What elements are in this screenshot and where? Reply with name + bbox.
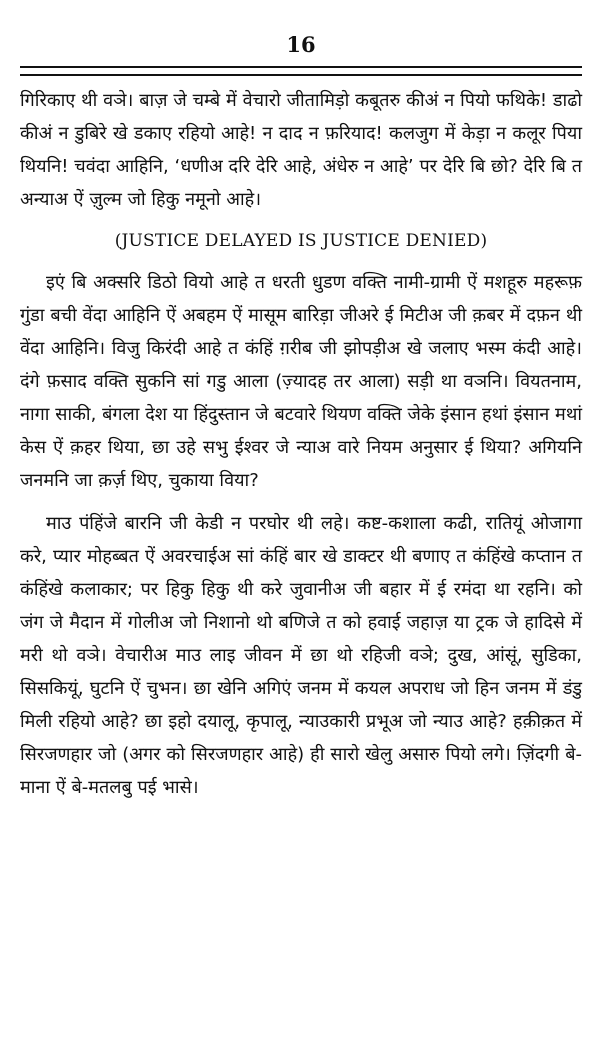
paragraph-3: माउ पंहिंजे बारनि जी केडी न परघोर थी लहे। कष्ट-कशाला कढी, रातियूं ओजागा करे, प्यार मोहब्बत ऐं अवरचाईअ सां कंहिं बार खे डाक्टर थी बणाए त कंहिंखे कप्तान त कंहिंखे कलाकार; पर हिकु हिकु थी करे जुवानीअ जी बहार में ई रमंदा था रहनि। को जंग जे मैदान में गोलीअ जो निशानो थो बणिजे त को हवाई जहाज़ या ट्रक जे हादिसे में मरी थो वञे। वेचारीअ माउ लाइ जीवन में छा थो रहिजी वञे; दुख, आंसूं, सुडिका, सिसकियूं, घुटनि ऐं चुभन। छा खेनि अगिएं जनम में कयल अपराध जो हिन जनम में डंडु मिली रहियो आहे? छा इहो दयालू, कृपालू, न्याउकारी प्रभूअ जो न्याउ आहे? हक़ीक़त में सिरजणहार जो (अगर को सिरजणहार आहे) ही सारो खेलु असारु पियो लगे। ज़िंदगी बे-माना ऐं बे-मतलबु पई भासे।: [20, 513, 582, 798]
paragraph-1: गिरिकाए थी वञे। बाज़ जे चम्बे में वेचारो जीतामिड़ो कबूतरु कीअं न पियो फथिके! डाढो कीअं न डुबिरे खे डकाए रहियो आहे! न दाद न फ़रियाद! कलजुग में केड़ा न कलूर पिया थियनि! चवंदा आहिनि, ‘धणीअ दरि देरि आहे, अंधेरु न आहे’ पर देरि बि छो? देरि बि त अन्याअ ऐं ज़ुल्म जो हिकु नमूनो आहे।: [20, 90, 582, 210]
section-heading: (JUSTICE DELAYED IS JUSTICE DENIED): [114, 231, 488, 251]
page-number: 16: [286, 32, 316, 57]
paragraph-2: इएं बि अक्सरि डिठो वियो आहे त धरती धुडण वक्ति नामी-ग्रामी ऐं मशहूरु महरूफ़ गुंडा बची वेंदा आहिनि ऐं अबहम ऐं मासूम बारिड़ा जीअरे ई मिटीअ जी क़बर में दफ़न थी वेंदा आहिनि। विजु किरंदी आहे त कंहिं ग़रीब जी झोपड़ीअ खे जलाए भस्म कंदी आहे। दंगे फ़साद वक्ति सुकनि सां गडु आला (ज़्यादह तर आला) सड़ी था वञनि। वियतनाम, नागा साकी, बंगला देश या हिंदुस्तान जे बटवारे थियण वक्ति जेके इंसान हथां इंसान मथां केस ऐं क़हर थिया, छा उहे सभु ईश्वर जे न्याअ वारे नियम अनुसार ई थिया? अगियनि जनमनि जा क़र्ज़ थिए, चुकाया विया?: [20, 272, 582, 491]
page-body: [20, 84, 582, 804]
header-double-rule: [20, 66, 582, 76]
